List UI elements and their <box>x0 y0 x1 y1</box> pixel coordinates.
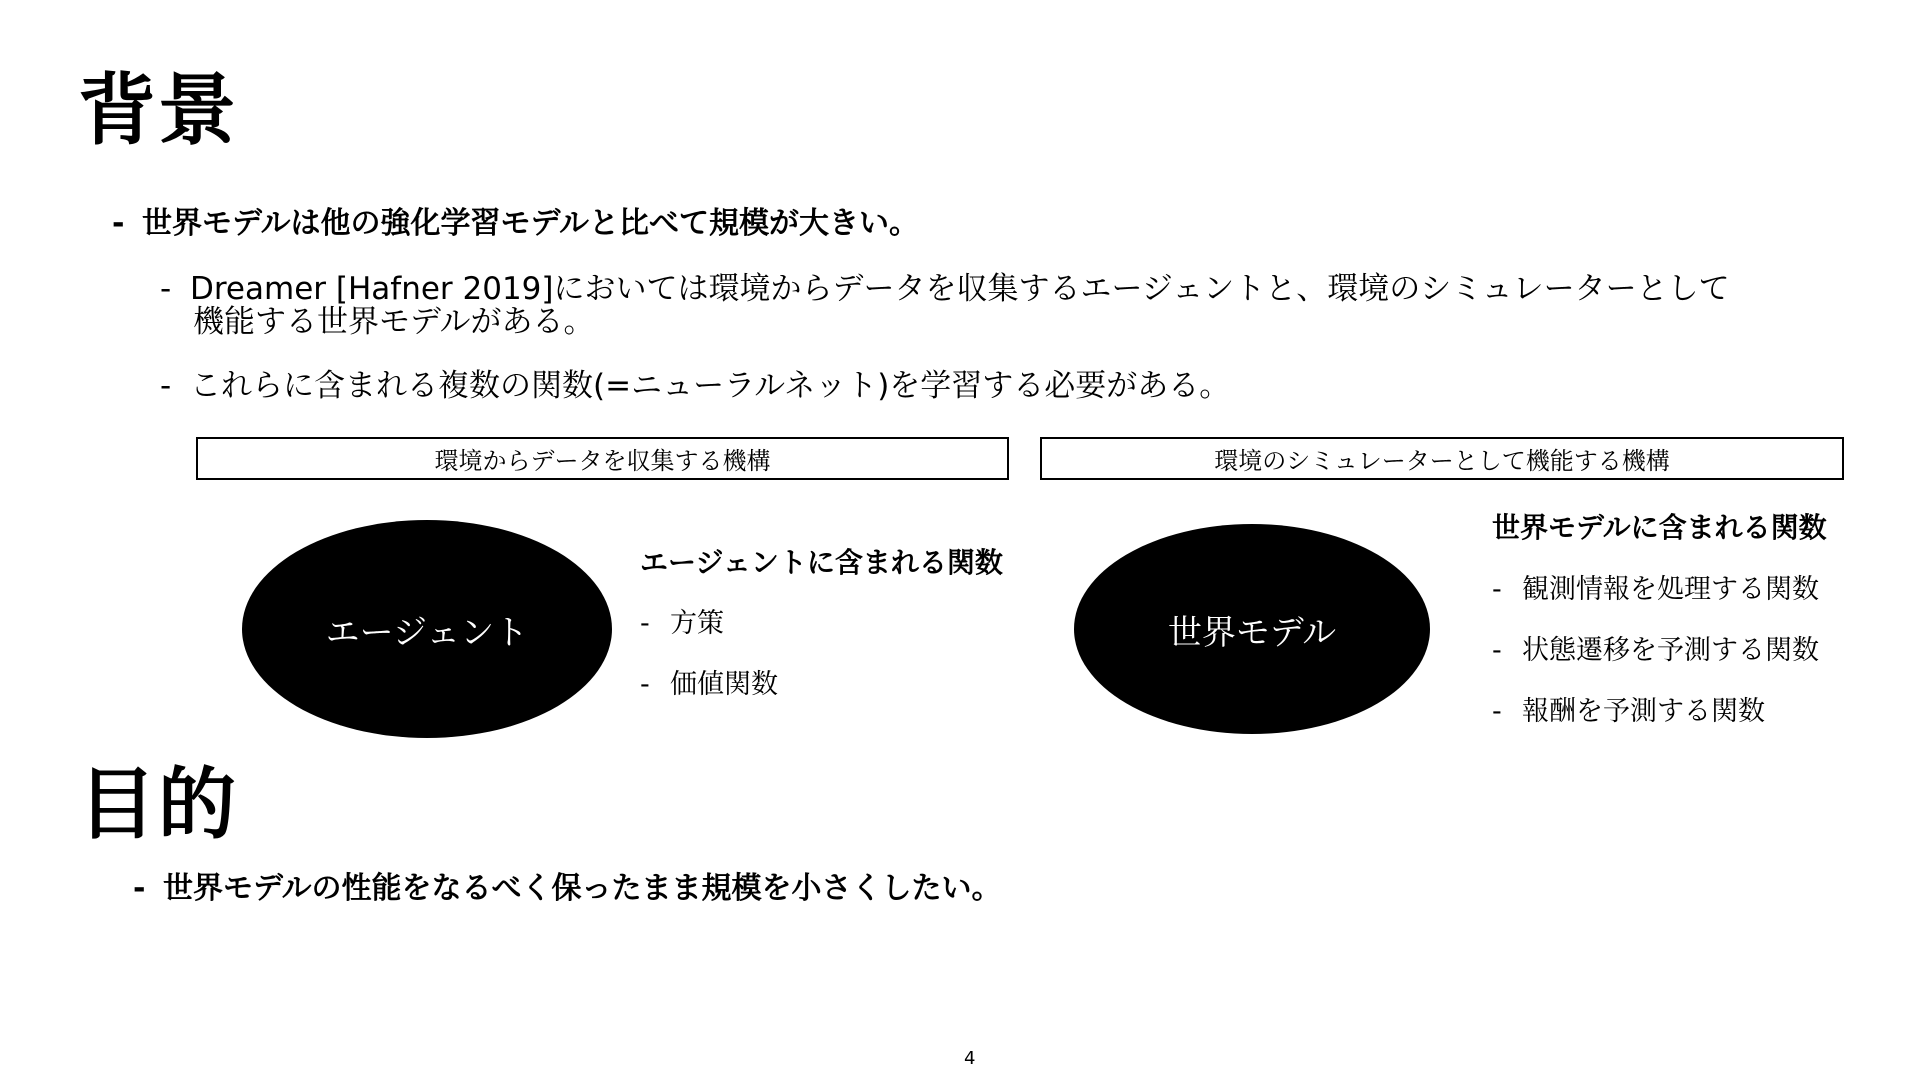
bullet-dash: - <box>1492 574 1502 605</box>
bullet-dash: - <box>640 608 650 639</box>
background-bullet-text: 世界モデルは他の強化学習モデルと比べて規模が大きい。 <box>142 206 919 241</box>
bullet-dash: - <box>133 871 146 906</box>
background-bullet <box>112 206 919 242</box>
bullet-dash: - <box>112 206 125 241</box>
world-model-function-label: 報酬を予測する関数 <box>1522 696 1765 727</box>
data-collection-mechanism-box: 環境からデータを収集する機構 <box>196 437 1009 480</box>
bullet-dash: - <box>160 271 172 307</box>
world-model-function-item <box>1492 567 1819 606</box>
page-number: 4 <box>964 1048 976 1069</box>
agent-function-label: 方策 <box>670 608 724 639</box>
agent-function-label: 価値関数 <box>670 669 778 700</box>
bullet-dash: - <box>1492 635 1502 666</box>
agent-function-item <box>640 662 778 701</box>
sub-bullet-2-text: これらに含まれる複数の関数(=ニューラルネット)を学習する必要がある。 <box>190 368 1231 404</box>
world-model-function-item <box>1492 628 1819 667</box>
sub-bullet-1 <box>160 273 1730 306</box>
bullet-dash: - <box>1492 696 1502 727</box>
sub-bullet-2 <box>160 370 1230 403</box>
background-heading: 背景 <box>78 66 239 156</box>
sub-bullet-1-line1: Dreamer [Hafner 2019]においては環境からデータを収集するエージェントと、環境のシミュレーターとして <box>190 271 1730 307</box>
world-model-node: 世界モデル <box>1074 524 1430 734</box>
simulator-mechanism-box: 環境のシミュレーターとして機能する機構 <box>1040 437 1844 480</box>
world-model-function-label: 状態遷移を予測する関数 <box>1522 635 1819 666</box>
purpose-heading: 目的 <box>78 760 239 850</box>
agent-function-item <box>640 601 724 640</box>
bullet-dash: - <box>160 368 172 404</box>
world-model-functions-title: 世界モデルに含まれる関数 <box>1492 511 1827 544</box>
world-model-function-label: 観測情報を処理する関数 <box>1522 574 1819 605</box>
purpose-bullet-text: 世界モデルの性能をなるべく保ったまま規模を小さくしたい。 <box>163 871 1002 906</box>
sub-bullet-1-continuation: 機能する世界モデルがある。 <box>193 304 595 340</box>
bullet-dash: - <box>640 669 650 700</box>
purpose-bullet <box>133 871 1002 907</box>
world-model-function-item <box>1492 689 1765 728</box>
agent-node: エージェント <box>242 520 612 738</box>
agent-functions-title: エージェントに含まれる関数 <box>640 546 1003 579</box>
